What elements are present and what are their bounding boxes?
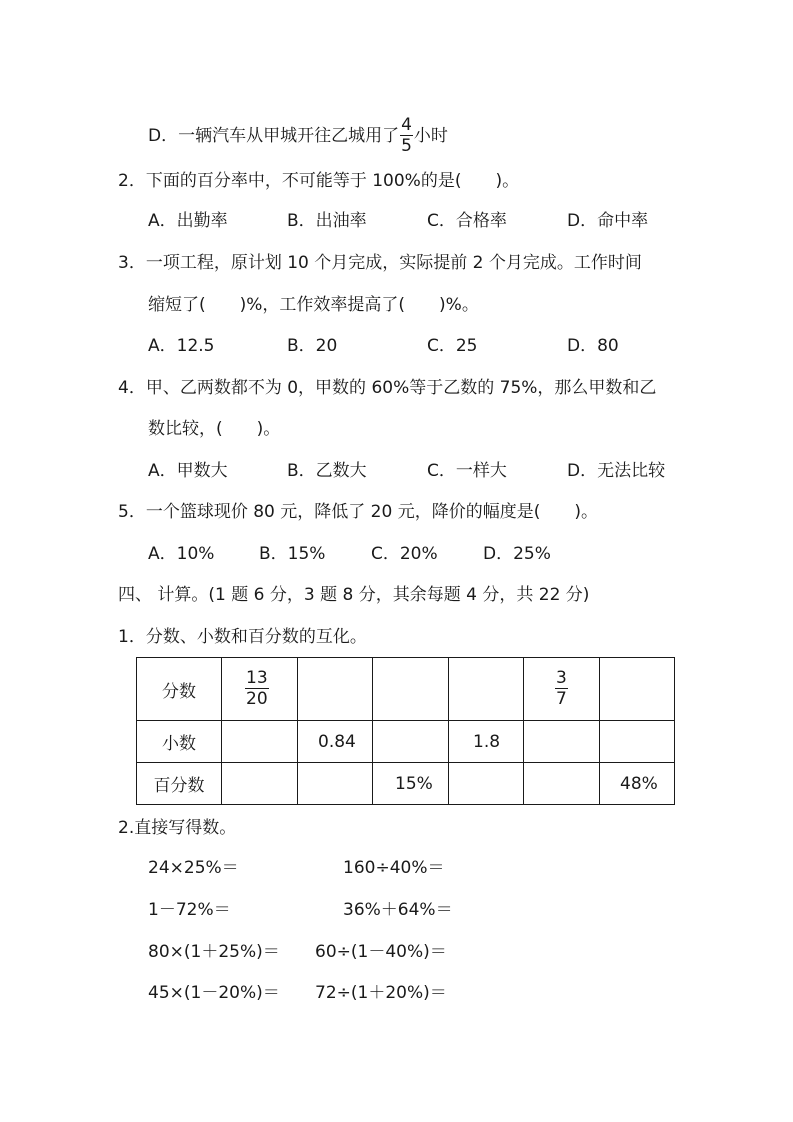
q1-option-d-suffix: 小时 bbox=[413, 126, 448, 146]
fraction-numerator: 4 bbox=[401, 115, 412, 135]
q2-stem: 2．下面的百分率中，不可能等于 100%的是( )。 bbox=[118, 171, 520, 191]
q3-option-c: C．25 bbox=[427, 336, 478, 356]
fraction-four-fifths bbox=[400, 117, 413, 155]
table-cell[interactable]: 0.84 bbox=[298, 721, 373, 763]
fraction-denominator: 7 bbox=[556, 689, 567, 709]
table-cell[interactable] bbox=[524, 721, 600, 763]
table-cell[interactable] bbox=[524, 763, 600, 805]
q5-option-b: B．15% bbox=[259, 544, 326, 564]
fraction-numerator: 13 bbox=[246, 668, 268, 688]
conversion-table bbox=[136, 657, 675, 805]
q5-option-c: C．20% bbox=[371, 544, 438, 564]
q2-option-d: D．命中率 bbox=[567, 211, 649, 231]
table-cell[interactable]: 1.8 bbox=[449, 721, 524, 763]
q3-stem-line1: 3．一项工程，原计划 10 个月完成，实际提前 2 个月完成。工作时间 bbox=[118, 253, 642, 273]
calc-item: 45×(1－20%)＝ bbox=[148, 983, 280, 1003]
q4-stem-line1: 4．甲、乙两数都不为 0，甲数的 60%等于乙数的 75%，那么甲数和乙 bbox=[118, 378, 657, 398]
q3-stem-line2: 缩短了( )%，工作效率提高了( )%。 bbox=[148, 295, 479, 315]
table-cell[interactable] bbox=[298, 763, 373, 805]
fraction-3-7 bbox=[555, 670, 568, 708]
section4-part1-title: 1．分数、小数和百分数的互化。 bbox=[118, 627, 367, 647]
table-cell[interactable] bbox=[449, 658, 524, 721]
q3-option-a: A．12.5 bbox=[148, 336, 215, 356]
table-row-decimal bbox=[137, 721, 675, 763]
section4-title: 四、 计算。(1 题 6 分，3 题 8 分，其余每题 4 分，共 22 分) bbox=[118, 585, 590, 605]
table-cell[interactable] bbox=[373, 721, 449, 763]
calc-item: 60÷(1－40%)＝ bbox=[315, 942, 447, 962]
fraction-denominator: 20 bbox=[246, 689, 268, 709]
table-cell[interactable] bbox=[600, 658, 675, 721]
calc-item: 80×(1＋25%)＝ bbox=[148, 942, 280, 962]
q2-option-c: C．合格率 bbox=[427, 211, 507, 231]
q2-option-a: A．出勤率 bbox=[148, 211, 228, 231]
section4-part2-title: 2.直接写得数。 bbox=[118, 818, 237, 838]
table-cell[interactable] bbox=[600, 721, 675, 763]
q1-option-d bbox=[148, 117, 448, 155]
q4-stem-line2: 数比较，( )。 bbox=[148, 419, 281, 439]
q5-option-d: D．25% bbox=[483, 544, 551, 564]
row-label-percent: 百分数 bbox=[137, 763, 222, 805]
fraction-denominator: 5 bbox=[401, 136, 412, 156]
fraction-13-20 bbox=[245, 670, 269, 708]
table-cell[interactable] bbox=[373, 658, 449, 721]
q1-option-d-prefix: D．一辆汽车从甲城开往乙城用了 bbox=[148, 126, 400, 146]
row-label-decimal: 小数 bbox=[137, 721, 222, 763]
table-row-percent bbox=[137, 763, 675, 805]
table-cell[interactable] bbox=[298, 658, 373, 721]
q5-option-a: A．10% bbox=[148, 544, 215, 564]
q5-stem: 5．一个篮球现价 80 元，降低了 20 元，降价的幅度是( )。 bbox=[118, 502, 598, 522]
table-cell[interactable] bbox=[524, 658, 600, 721]
table-row-fraction bbox=[137, 658, 675, 721]
table-cell[interactable] bbox=[449, 763, 524, 805]
calc-item: 160÷40%＝ bbox=[343, 858, 445, 878]
q2-option-b: B．出油率 bbox=[287, 211, 367, 231]
q3-option-b: B．20 bbox=[287, 336, 338, 356]
table-cell[interactable]: 48% bbox=[600, 763, 675, 805]
calc-item: 24×25%＝ bbox=[148, 858, 239, 878]
fraction-numerator: 3 bbox=[556, 668, 567, 688]
calc-item: 1－72%＝ bbox=[148, 900, 231, 920]
table-cell[interactable] bbox=[222, 763, 298, 805]
calc-item: 72÷(1＋20%)＝ bbox=[315, 983, 447, 1003]
q4-option-c: C．一样大 bbox=[427, 461, 507, 481]
q4-option-d: D．无法比较 bbox=[567, 461, 666, 481]
row-label-fraction: 分数 bbox=[137, 658, 222, 721]
table-cell[interactable]: 15% bbox=[373, 763, 449, 805]
calc-item: 36%＋64%＝ bbox=[343, 900, 453, 920]
q3-option-d: D．80 bbox=[567, 336, 619, 356]
q4-option-a: A．甲数大 bbox=[148, 461, 228, 481]
q4-option-b: B．乙数大 bbox=[287, 461, 367, 481]
table-cell[interactable] bbox=[222, 658, 298, 721]
table-cell[interactable] bbox=[222, 721, 298, 763]
